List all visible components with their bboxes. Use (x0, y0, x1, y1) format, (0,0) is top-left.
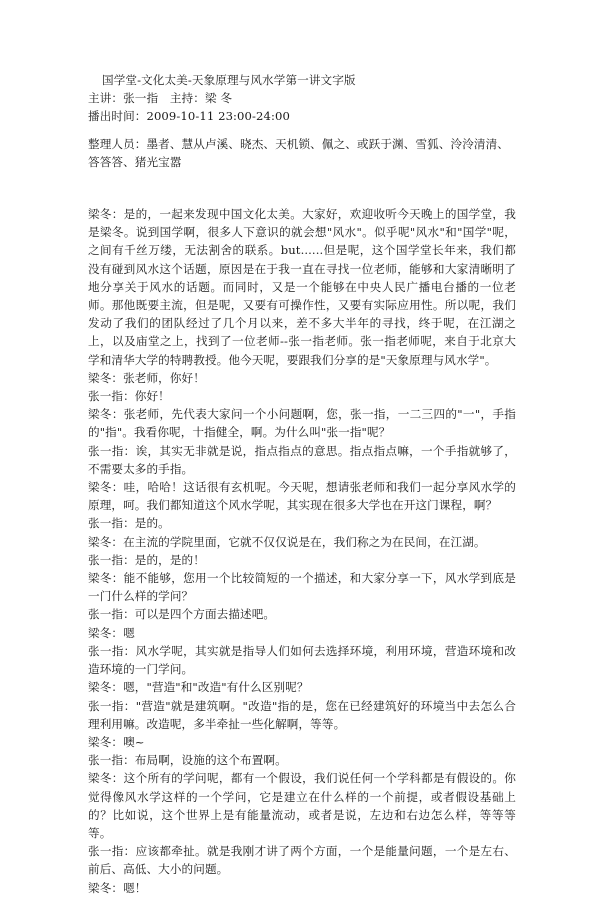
transcript-paragraph: 梁冬：噢~ (88, 734, 145, 749)
transcript-paragraph: 梁冬：能不能够，您用一个比较简短的一个描述，和大家分享一下，风水学到底是一门什么样的学问？ (88, 571, 516, 604)
transcript-paragraph: 张一指：是的，是的！ (88, 552, 205, 567)
transcript-paragraph: 梁冬：在主流的学院里面，它就不仅仅说是在，我们称之为在民间，在江湖。 (88, 534, 486, 549)
transcript-paragraph: 张一指：你好！ (88, 389, 170, 404)
document-title: 国学堂-文化太美-天象原理与风水学第一讲文字版 (102, 73, 356, 87)
transcript-paragraph: 张一指：是的。 (88, 516, 170, 531)
transcript-paragraph: 梁冬：哇，哈哈！这话很有玄机呢。今天呢，想请张老师和我们一起分享风水学的原理，呵。我们都知道这个风水学呢，其实现在很多大学也在开这门课程，啊？ (88, 480, 516, 513)
transcript-paragraph: 梁冬：嗯，"营造"和"改造"有什么区别呢？ (88, 680, 309, 695)
transcript-paragraph: 梁冬：这个所有的学问呢，都有一个假设，我们说任何一个学科都是有假设的。你觉得像风水学这样的一个学问，它是建立在什么样的一个前提，或者假设基础上的？比如说，这个世界上是有能量流动，或者是说，左边和右边怎么样，等等等等。 (88, 771, 516, 840)
transcript-paragraph: 张一指：可以是四个方面去描述吧。 (88, 607, 276, 622)
transcript-paragraph: 梁冬：是的，一起来发现中国文化太美。大家好，欢迎收听今天晚上的国学堂，我是梁冬。说到国学啊，很多人下意识的就会想"风水"。似乎呢"风水"和"国学"呢，之间有千丝万缕，无法割舍的联系。but......但是呢，这个国学堂长年来，我们都没有碰到风水这个话题，原因是在于我一直在寻找一位老师，能够和大家清晰明了地分享关于风水的话题。而同时，又是一个能够在中央人民广播电台播的一位老师。那他既要主流，但是呢，又要有可操作性，又要有实际应用性。所以呢，我们发动了我们的团队经过了几个月以来，差不多大半年的寻找，终于呢，在江湖之上，以及庙堂之上，找到了一位老师--张一指老师。张一指老师呢，来自于北京大学和清华大学的特聘教授。他今天呢，要跟我们分享的是"天象原理与风水学"。 (88, 207, 516, 367)
transcript-paragraph: 梁冬：嗯！ (88, 880, 147, 895)
transcript-paragraph: 梁冬：张老师，你好！ (88, 370, 205, 385)
transcript-paragraph: 张一指：诶，其实无非就是说，指点指点的意思。指点指点嘛，一个手指就够了，不需要太多的手指。 (88, 443, 516, 476)
organizers-line: 整理人员：墨者、慧从卢溪、晓杰、天机锁、佩之、或跃于渊、雪狐、泠泠清清、答答答、猪光宝嚣 (88, 136, 509, 169)
transcript-paragraph: 梁冬：嗯 (88, 625, 135, 640)
transcript-paragraph: 张一指：应该都牵扯。就是我刚才讲了两个方面，一个是能量问题，一个是左右、前后、高低、大小的问题。 (88, 844, 516, 877)
transcript-paragraph: 梁冬：张老师，先代表大家问一个小问题啊，您，张一指，一二三四的"一"，手指的"指"。我看你呢，十指健全，啊。为什么叫"张一指"呢？ (88, 407, 516, 440)
transcript-paragraph: 张一指：风水学呢，其实就是指导人们如何去选择环境，利用环境，营造环境和改造环境的一门学问。 (88, 643, 516, 677)
transcript-paragraph: 张一指：布局啊，设施的这个布置啊。 (88, 753, 287, 768)
transcript-paragraph: 张一指："营造"就是建筑啊。"改造"指的是，您在已经建筑好的环境当中去怎么合理利用嘛。改造呢，多半牵扯一些化解啊，等等。 (88, 698, 516, 731)
hosts-line: 主讲：张一指 主持：梁 冬 (88, 91, 233, 106)
transcript-body (88, 205, 516, 897)
airtime-line: 播出时间：2009-10-11 23:00-24:00 (88, 109, 290, 124)
